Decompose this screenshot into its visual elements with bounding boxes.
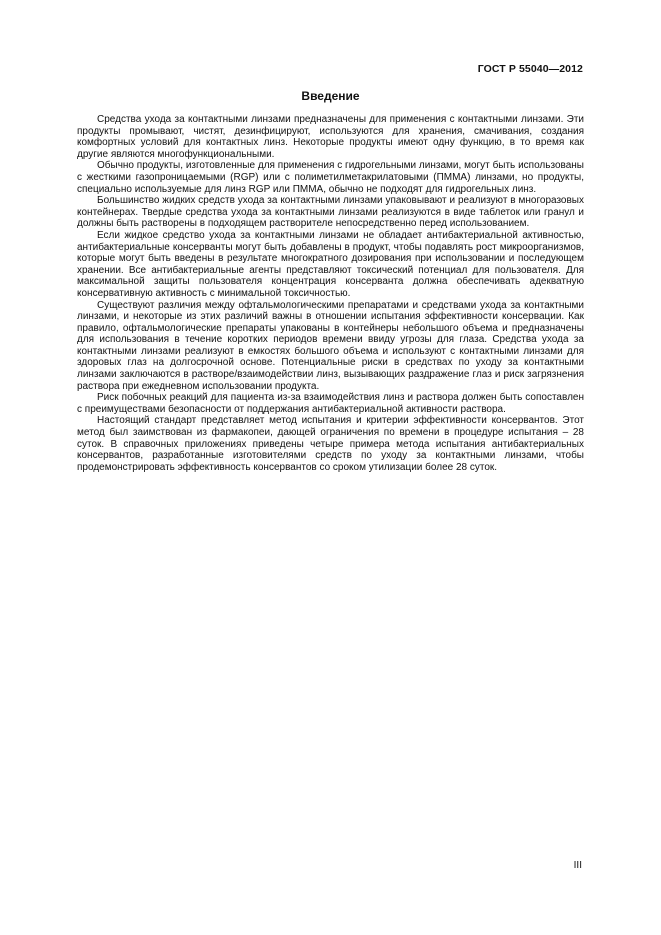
body-text <box>77 114 584 473</box>
section-title: Введение <box>301 89 360 103</box>
page-number: III <box>573 860 582 871</box>
paragraph-7: Настоящий стандарт представляет метод испытания и критерии эффективности консервантов. Этот метод был заимствован из фармакопеи, дающей ограничения по времени в процедуре испытания – 28 суток. В справочных приложениях приведены четыре примера метода испытания антибактериальных консервантов, разработанные изготовителями средств по уходу за контактными линзами, чтобы продемонстрировать эффективность консервантов со сроком утилизации более 28 суток. <box>77 415 584 473</box>
paragraph-5: Существуют различия между офтальмологическими препаратами и средствами ухода за контактными линзами, и некоторые из этих различий важны в отношении испытания эффективности консервации. Как правило, офтальмологические препараты упакованы в контейнеры небольшого объема и предназначены для использования в течение коротких периодов времени ввиду угрозы для глаза. Средства ухода за контактными линзами реализуют в емкостях большого объема и используют с контактными линзами для здоровых глаз на долгосрочной основе. Потенциальные риски в средствах по уходу за контактными линзами заключаются в растворе/взаимодействии линз, вызывающих раздражение глаз и риск загрязнения раствора при ежедневном использовании продукта. <box>77 299 584 392</box>
paragraph-4: Если жидкое средство ухода за контактными линзами не обладает антибактериальной активностью, антибактериальные консерванты могут быть добавлены в продукт, чтобы подавлять рост микроорганизмов, которые могут быть введены в результате многократного дозирования при использовании и последующем хранении. Все антибактериальные агенты представляют токсический потенциал для пользователя. Для максимальной защиты пользователя концентрация консерванта должна обеспечивать адекватную консервативную активность с минимальной токсичностью. <box>77 229 584 299</box>
paragraph-2: Обычно продукты, изготовленные для применения с гидрогельными линзами, могут быть использованы с жесткими газопроницаемыми (RGP) или с полиметилметакрилатовыми (ПММА) линзами, но продукты, специально используемые для линз RGP или ПММА, обычно не подходят для гидрогельных линз. <box>77 160 584 195</box>
paragraph-6: Риск побочных реакций для пациента из-за взаимодействия линз и раствора должен быть сопоставлен с преимуществами безопасности от поддержания антибактериальной активности раствора. <box>77 392 584 415</box>
paragraph-3: Большинство жидких средств ухода за контактными линзами упаковывают и реализуют в многоразовых контейнерах. Твердые средства ухода за контактными линзами реализуются в виде таблеток или гранул и должны быть растворены в подходящем растворителе непосредственно перед использованием. <box>77 195 584 230</box>
document-code: ГОСТ Р 55040—2012 <box>477 63 583 75</box>
paragraph-1: Средства ухода за контактными линзами предназначены для применения с контактными линзами. Эти продукты промывают, чистят, дезинфицируют, используются для хранения, смачивания, создания комфортных условий для контактных линз. Некоторые продукты имеют одну функцию, в то время как другие являются многофункциональными. <box>77 114 584 160</box>
